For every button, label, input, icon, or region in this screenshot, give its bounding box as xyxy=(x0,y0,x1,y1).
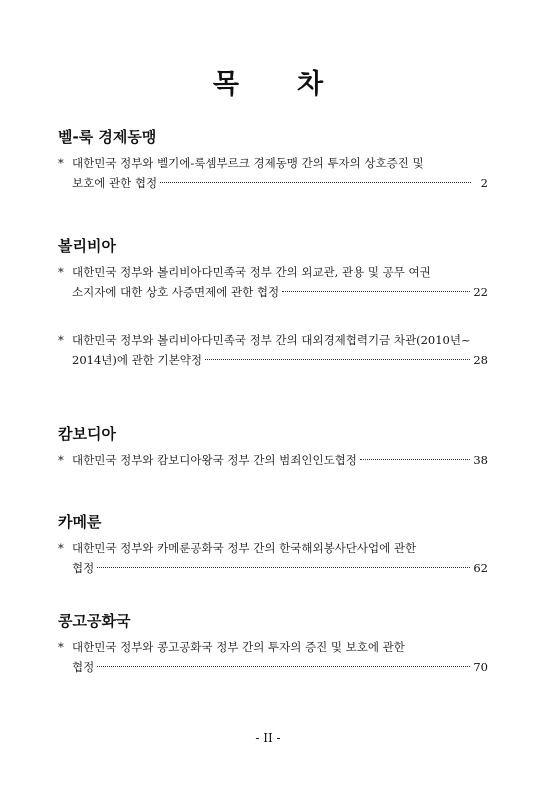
entry-title-line2: 협정 xyxy=(72,561,95,575)
dot-leader xyxy=(97,567,470,568)
toc-entry[interactable] xyxy=(58,538,488,578)
entry-title-line1: 대한민국 정부와 카메룬공화국 정부 간의 한국해외봉사단사업에 관한 xyxy=(72,541,417,555)
bullet-mark: * xyxy=(58,453,64,467)
section-heading: 콩고공화국 xyxy=(58,612,131,630)
dot-leader xyxy=(360,459,470,460)
section-heading: 캄보디아 xyxy=(58,425,116,443)
page-number: 62 xyxy=(473,561,488,575)
page-number: 38 xyxy=(473,453,488,467)
toc-entry[interactable] xyxy=(58,330,488,370)
toc-entry[interactable] xyxy=(58,450,488,470)
dot-leader xyxy=(160,182,471,183)
title-char-2: 차 xyxy=(297,69,324,100)
entry-title-line1: 대한민국 정부와 콩고공화국 정부 간의 투자의 증진 및 보호에 관한 xyxy=(72,640,405,654)
toc-entry[interactable] xyxy=(58,153,488,193)
page-footer-number: - II - xyxy=(255,731,281,745)
toc-entry[interactable] xyxy=(58,262,488,302)
toc-section-cameroon xyxy=(58,511,488,578)
dot-leader xyxy=(282,291,470,292)
bullet-mark: * xyxy=(58,156,64,170)
entry-title-line1: 대한민국 정부와 볼리비아다민족국 정부 간의 외교관, 관용 및 공무 여권 xyxy=(72,265,431,279)
bullet-mark: * xyxy=(58,265,64,279)
page-number: 28 xyxy=(473,353,488,367)
entry-title-line1: 대한민국 정부와 캄보디아왕국 정부 간의 범죄인인도협정 xyxy=(72,453,357,467)
dot-leader xyxy=(205,359,470,360)
entry-title-line1: 대한민국 정부와 볼리비아다민족국 정부 간의 대외경제협력기금 차관(2010년~ xyxy=(72,333,471,347)
bullet-mark: * xyxy=(58,333,64,347)
page-number: 22 xyxy=(473,285,488,299)
entry-title-line2: 2014년)에 관한 기본약정 xyxy=(72,353,202,367)
section-heading: 카메룬 xyxy=(58,513,102,531)
page-title xyxy=(0,62,536,101)
toc-section-cambodia xyxy=(58,423,488,470)
page-number: 2 xyxy=(480,176,488,190)
toc-entry[interactable] xyxy=(58,637,488,677)
entry-title-line2: 소지자에 대한 상호 사증면제에 관한 협정 xyxy=(72,285,280,299)
entry-title-line2: 협정 xyxy=(72,660,95,674)
section-heading: 벨-룩 경제동맹 xyxy=(58,128,157,146)
page-number: 70 xyxy=(473,660,488,674)
title-char-1: 목 xyxy=(212,69,239,100)
entry-title-line1: 대한민국 정부와 벨기에-룩셈부르크 경제동맹 간의 투자의 상호증진 및 xyxy=(72,156,424,170)
section-heading: 볼리비아 xyxy=(58,237,116,255)
toc-section-belgium-luxembourg xyxy=(58,126,488,193)
dot-leader xyxy=(97,666,470,667)
bullet-mark: * xyxy=(58,640,64,654)
toc-section-bolivia xyxy=(58,235,488,370)
bullet-mark: * xyxy=(58,541,64,555)
toc-section-congo xyxy=(58,610,488,677)
entry-title-line2: 보호에 관한 협정 xyxy=(72,176,158,190)
